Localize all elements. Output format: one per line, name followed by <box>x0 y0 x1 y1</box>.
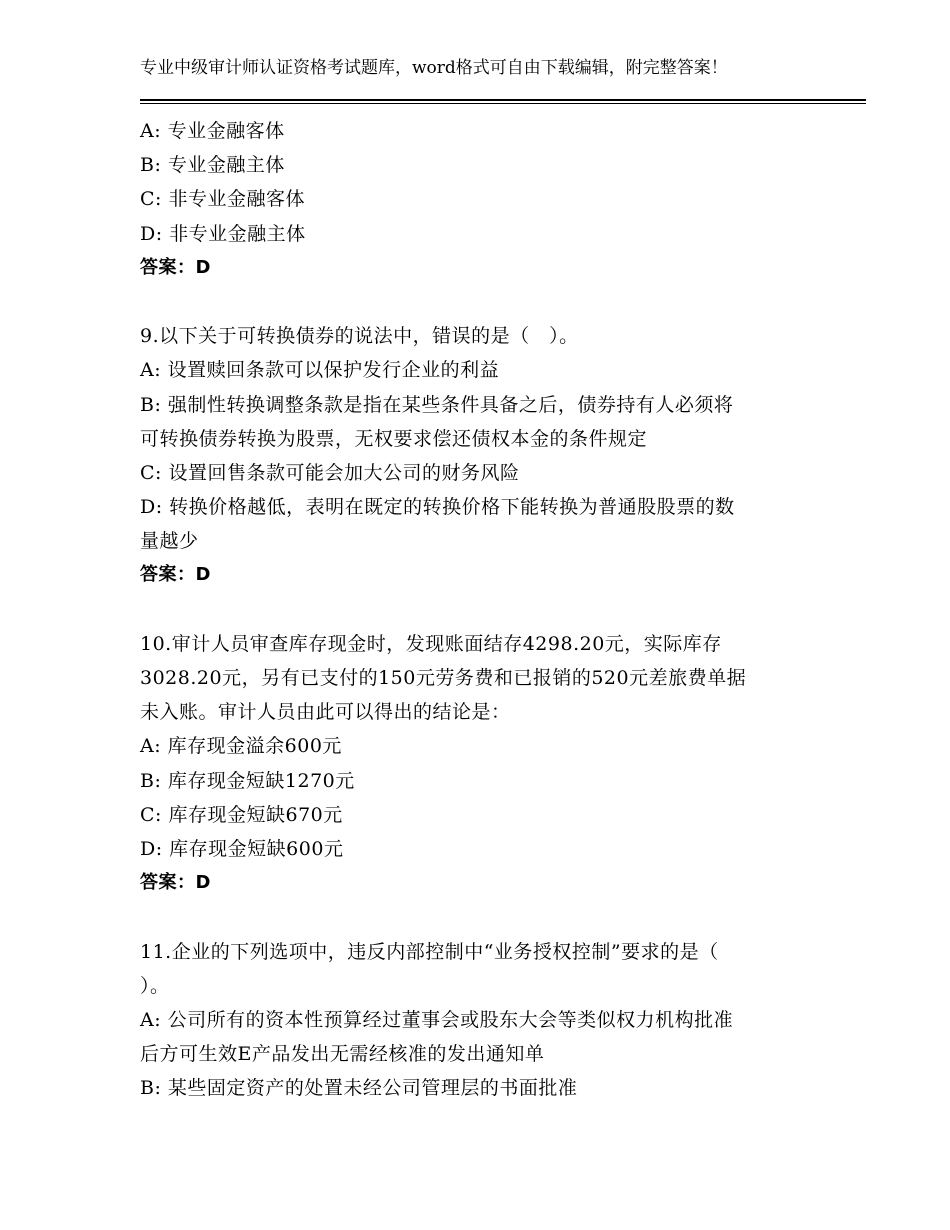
question-text-line: C: 设置回售条款可能会加大公司的财务风险 <box>140 461 520 484</box>
question-block <box>140 319 810 593</box>
document-body <box>140 114 810 1105</box>
question-text-line: 10.审计人员审查库存现金时，发现账面结存4298.20元，实际库存 <box>140 632 722 655</box>
paragraph-spacer <box>140 593 810 627</box>
question-text-line: A: 设置赎回条款可以保护发行企业的利益 <box>140 359 500 382</box>
answer-line: 答案：D <box>140 256 211 278</box>
header-rule-thick <box>140 99 866 101</box>
question-text-line: B: 强制性转换调整条款是指在某些条件具备之后，债券持有人必须将 <box>140 393 734 416</box>
question-text-line: A: 库存现金溢余600元 <box>140 735 342 758</box>
page-header: 专业中级审计师认证资格考试题库，word格式可自由下载编辑，附完整答案！ <box>140 58 728 78</box>
question-text-line: 后方可生效E产品发出无需经核准的发出通知单 <box>140 1043 545 1066</box>
question-text-line: 3028.20元，另有已支付的150元劳务费和已报销的520元差旅费单据 <box>140 667 747 689</box>
question-block <box>140 627 810 901</box>
answer-line: 答案：D <box>140 564 211 586</box>
question-text-line: C: 非专业金融客体 <box>140 188 305 211</box>
question-text-line: 量越少 <box>140 530 199 553</box>
question-text-line: 9.以下关于可转换债券的说法中，错误的是（ ）。 <box>140 325 579 348</box>
question-text-line: B: 专业金融主体 <box>140 154 285 177</box>
question-text-line: B: 某些固定资产的处置未经公司管理层的书面批准 <box>140 1077 578 1100</box>
header-rule-thin <box>140 103 866 104</box>
question-text-line: D: 非专业金融主体 <box>140 222 306 245</box>
question-block <box>140 935 810 1106</box>
question-text-line: D: 库存现金短缺600元 <box>140 837 344 860</box>
question-text-line: ）。 <box>140 974 170 997</box>
question-block <box>140 114 810 285</box>
question-text-line: D: 转换价格越低，表明在既定的转换价格下能转换为普通股股票的数 <box>140 496 735 519</box>
question-text-line: 未入账。审计人员由此可以得出的结论是： <box>140 701 511 724</box>
question-text-line: 11.企业的下列选项中，违反内部控制中“业务授权控制”要求的是（ <box>140 940 719 963</box>
question-text-line: 可转换债券转换为股票，无权要求偿还债权本金的条件规定 <box>140 427 648 450</box>
paragraph-spacer <box>140 285 810 319</box>
question-text-line: B: 库存现金短缺1270元 <box>140 769 355 792</box>
question-text-line: A: 专业金融客体 <box>140 120 285 142</box>
paragraph-spacer <box>140 900 810 934</box>
question-text-line: C: 库存现金短缺670元 <box>140 803 343 826</box>
answer-line: 答案：D <box>140 872 211 894</box>
question-text-line: A: 公司所有的资本性预算经过董事会或股东大会等类似权力机构批准 <box>140 1008 734 1031</box>
